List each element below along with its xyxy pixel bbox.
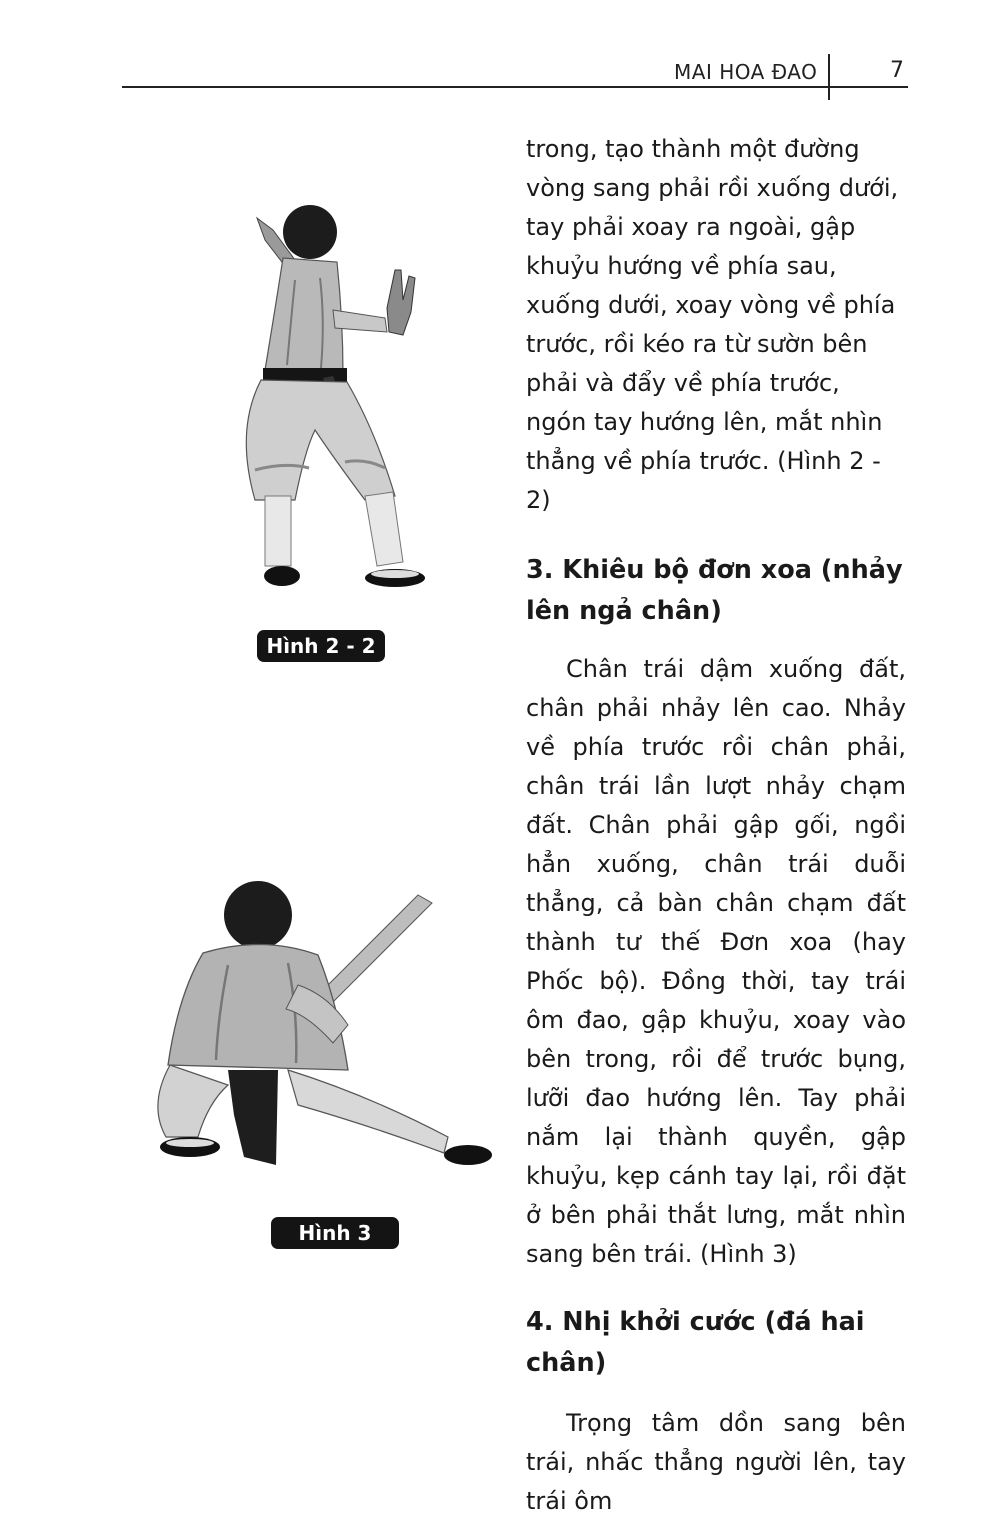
page-number: 7 <box>890 58 904 83</box>
body-paragraph: Trọng tâm dồn sang bên trái, nhấc thẳng người lên, tay trái ôm <box>526 1409 906 1515</box>
martial-artist-standing-illustration <box>225 200 440 600</box>
header-separator <box>828 54 830 100</box>
figure-hinh-2-2 <box>225 200 440 600</box>
body-text-column <box>526 130 906 1521</box>
martial-artist-crouching-illustration <box>148 875 503 1175</box>
section-heading-3: 3. Khiêu bộ đơn xoa (nhảy lên ngả chân) <box>526 555 903 626</box>
figure-label-hinh-2-2: Hình 2 - 2 <box>257 630 385 662</box>
header-rule <box>122 86 908 88</box>
body-paragraph: Chân trái dậm xuống đất, chân phải nhảy lên cao. Nhảy về phía trước rồi chân phải, chân trái lần lượt nhảy chạm đất. Chân phải gập gối, ngồi hẳn xuống, chân trái duỗi thẳng, cả bàn chân chạm đất thành tư thế Đơn xoa (hay Phốc bộ). Đồng thời, tay trái ôm đao, gập khuỷu, xoay vào bên trong, rồi để trước bụng, lưỡi đao hướng lên. Tay phải nắm lại thành quyền, gập khuỷu, kẹp cánh tay lại, rồi đặt ở bên phải thắt lưng, mắt nhìn sang bên trái. (Hình 3) <box>526 655 906 1268</box>
body-paragraph: trong, tạo thành một đường vòng sang phải rồi xuống dưới, tay phải xoay ra ngoài, gập khuỷu hướng về phía sau, xuống dưới, xoay vòng về phía trước, rồi kéo ra từ sườn bên phải và đẩy về phía trước, ngón tay hướng lên, mắt nhìn thẳng về phía trước. (Hình 2 - 2) <box>526 135 899 514</box>
figure-label-hinh-3: Hình 3 <box>271 1217 399 1249</box>
section-heading-4: 4. Nhị khởi cước (đá hai chân) <box>526 1307 865 1378</box>
figure-hinh-3 <box>148 875 503 1175</box>
running-header-title: MAI HOA ĐAO <box>674 60 818 84</box>
